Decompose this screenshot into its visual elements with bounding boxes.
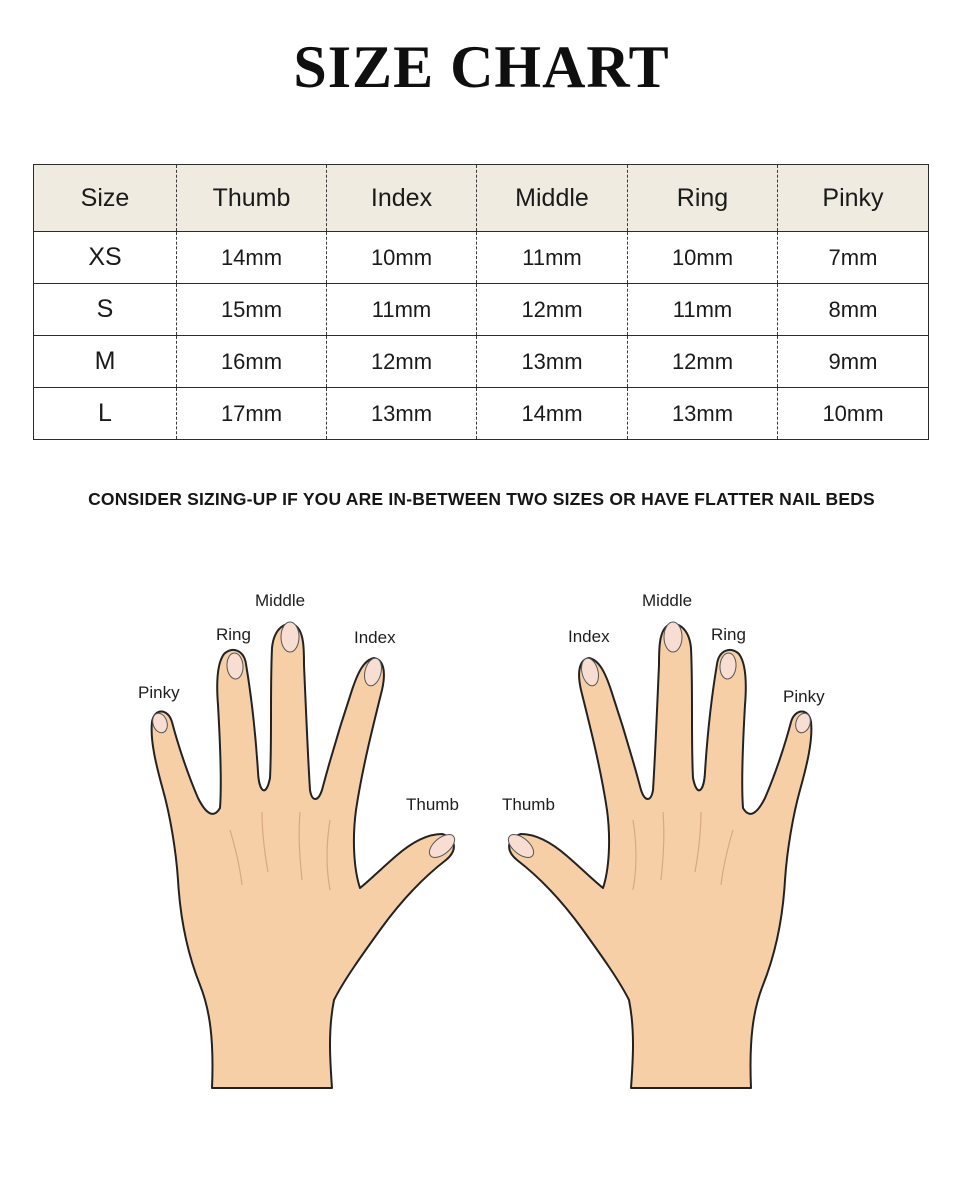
table-cell: 14mm xyxy=(177,232,327,284)
table-cell: 10mm xyxy=(778,388,929,440)
table-cell: 13mm xyxy=(477,336,628,388)
size-cell: S xyxy=(34,284,177,336)
table-cell: 12mm xyxy=(327,336,477,388)
header-size: Size xyxy=(34,165,177,232)
left-label-thumb: Thumb xyxy=(406,795,459,814)
table-cell: 11mm xyxy=(477,232,628,284)
table-cell: 10mm xyxy=(327,232,477,284)
right-label-thumb: Thumb xyxy=(502,795,555,814)
table-cell: 12mm xyxy=(477,284,628,336)
table-cell: 12mm xyxy=(628,336,778,388)
table-cell: 9mm xyxy=(778,336,929,388)
left-label-middle: Middle xyxy=(255,591,306,610)
right-label-middle: Middle xyxy=(642,591,693,610)
table-cell: 7mm xyxy=(778,232,929,284)
right-middle-nail xyxy=(664,622,682,652)
left-label-index: Index xyxy=(354,628,396,647)
left-label-pinky: Pinky xyxy=(138,683,180,702)
table-row xyxy=(34,232,929,284)
table-cell: 10mm xyxy=(628,232,778,284)
table-cell: 17mm xyxy=(177,388,327,440)
size-chart-table xyxy=(33,164,929,440)
sizing-note: CONSIDER SIZING-UP IF YOU ARE IN-BETWEEN TWO SIZES OR HAVE FLATTER NAIL BEDS xyxy=(88,489,875,509)
page-title: SIZE CHART xyxy=(293,34,670,100)
left-middle-nail xyxy=(281,622,299,652)
table-cell: 8mm xyxy=(778,284,929,336)
left-hand xyxy=(138,591,459,1088)
table-row xyxy=(34,336,929,388)
size-cell: M xyxy=(34,336,177,388)
right-hand-shape xyxy=(509,624,811,1088)
header-ring: Ring xyxy=(628,165,778,232)
size-cell: L xyxy=(98,399,112,427)
right-label-ring: Ring xyxy=(711,625,746,644)
header-thumb: Thumb xyxy=(177,165,327,232)
right-hand xyxy=(502,591,825,1088)
table-cell: 14mm xyxy=(477,388,628,440)
hands-illustration xyxy=(0,540,963,1200)
table-cell: 15mm xyxy=(177,284,327,336)
table-cell: 16mm xyxy=(177,336,327,388)
right-label-pinky: Pinky xyxy=(783,687,825,706)
right-label-index: Index xyxy=(568,627,610,646)
table-header-row xyxy=(34,165,929,232)
table-cell: 13mm xyxy=(628,388,778,440)
table-cell: 11mm xyxy=(327,284,477,336)
header-index: Index xyxy=(327,165,477,232)
table-row xyxy=(34,284,929,336)
header-pinky: Pinky xyxy=(778,165,929,232)
table-cell: 13mm xyxy=(327,388,477,440)
table-row xyxy=(34,388,929,440)
header-middle: Middle xyxy=(477,165,628,232)
left-label-ring: Ring xyxy=(216,625,251,644)
size-cell: XS xyxy=(34,232,177,284)
table-cell: 11mm xyxy=(628,284,778,336)
left-hand-shape xyxy=(152,624,454,1088)
